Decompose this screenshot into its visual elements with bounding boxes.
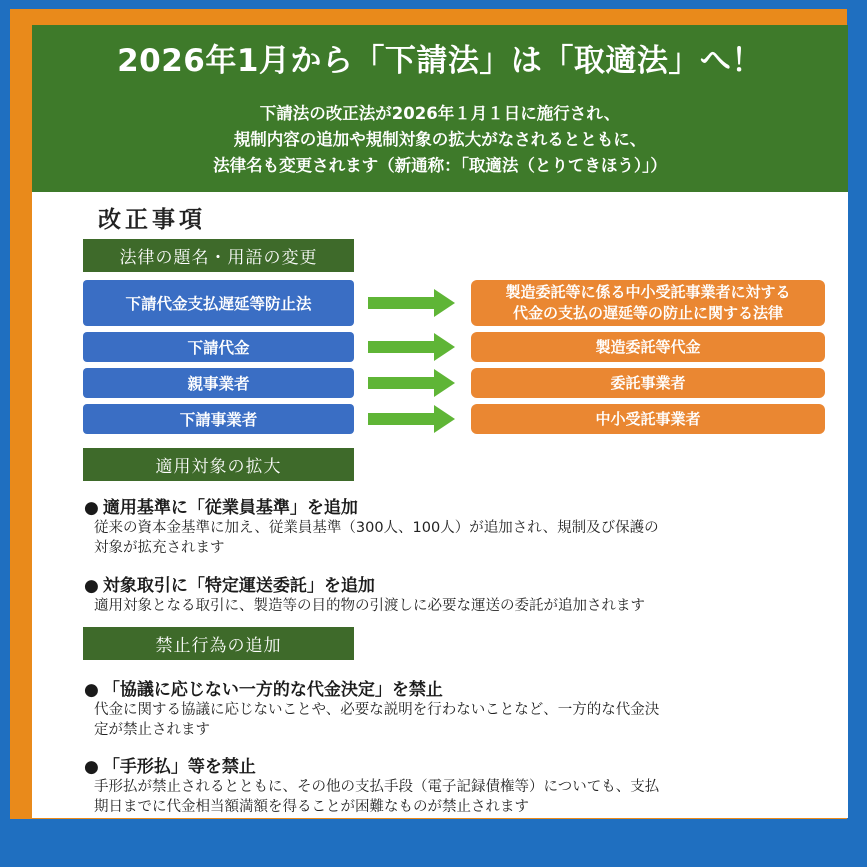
scope-item-title: ● 対象取引に「特定運送委託」を追加 — [84, 576, 375, 596]
section-label-prohibit: 禁止行為の追加 — [83, 627, 354, 660]
old-term-box: 下請代金 — [83, 332, 354, 362]
old-term-box: 下請代金支払遅延等防止法 — [83, 280, 354, 326]
old-term-box: 親事業者 — [83, 368, 354, 398]
content-panel — [32, 25, 848, 818]
orange-frame — [10, 9, 847, 819]
arrow-right-icon — [368, 404, 456, 434]
scope-item-desc: 従来の資本金基準に加え、従業員基準（300人、100人）が追加され、規制及び保護の 対象が拡充されます — [94, 520, 659, 556]
new-term-line: 製造委託等に係る中小受託事業者に対する — [505, 283, 791, 301]
section-label-terms: 法律の題名・用語の変更 — [83, 239, 354, 272]
prohibit-item-desc: 手形払が禁止されるとともに、その他の支払手段（電子記録債権等）についても、支払 期日までに代金相当額満額を得ることが困難なものが禁止されます — [94, 779, 660, 815]
desc-line: 法律名も変更されます（新通称：「取適法（とりてきほう）」） — [213, 156, 667, 175]
desc-line: 規制内容の追加や規制対象の拡大がなされるとともに、 — [233, 130, 647, 149]
prohibit-item-desc: 代金に関する協議に応じないことや、必要な説明を行わないことなど、一方的な代金決 定が禁止されます — [94, 702, 660, 738]
new-term-box — [471, 280, 825, 326]
new-term-box: 中小受託事業者 — [471, 404, 825, 434]
header-banner — [32, 25, 848, 192]
new-term-box: 委託事業者 — [471, 368, 825, 398]
page-title: 2026年1月から「下請法」は「取適法」へ！ — [117, 43, 763, 79]
prohibit-item-title: ● 「手形払」等を禁止 — [84, 757, 256, 777]
header-description — [32, 101, 848, 179]
arrow-right-icon — [368, 332, 456, 362]
bullet-icon: ● — [84, 498, 99, 518]
arrow-right-icon — [368, 288, 456, 318]
desc-line: 下請法の改正法が2026年１月１日に施行され、 — [259, 104, 621, 123]
scope-item-title: ● 適用基準に「従業員基準」を追加 — [84, 498, 358, 518]
bullet-icon: ● — [84, 680, 99, 700]
bottom-bar — [0, 829, 867, 867]
section-label-scope: 適用対象の拡大 — [83, 448, 354, 481]
old-term-box: 下請事業者 — [83, 404, 354, 434]
scope-item-desc: 適用対象となる取引に、製造等の目的物の引渡しに必要な運送の委託が追加されます — [94, 598, 645, 614]
new-term-line: 代金の支払の遅延等の防止に関する法律 — [512, 304, 783, 322]
bullet-icon: ● — [84, 576, 99, 596]
section-heading: 改正事項 — [98, 207, 206, 233]
arrow-right-icon — [368, 368, 456, 398]
bullet-icon: ● — [84, 757, 99, 777]
new-term-box: 製造委託等代金 — [471, 332, 825, 362]
prohibit-item-title: ● 「協議に応じない一方的な代金決定」を禁止 — [84, 680, 443, 700]
